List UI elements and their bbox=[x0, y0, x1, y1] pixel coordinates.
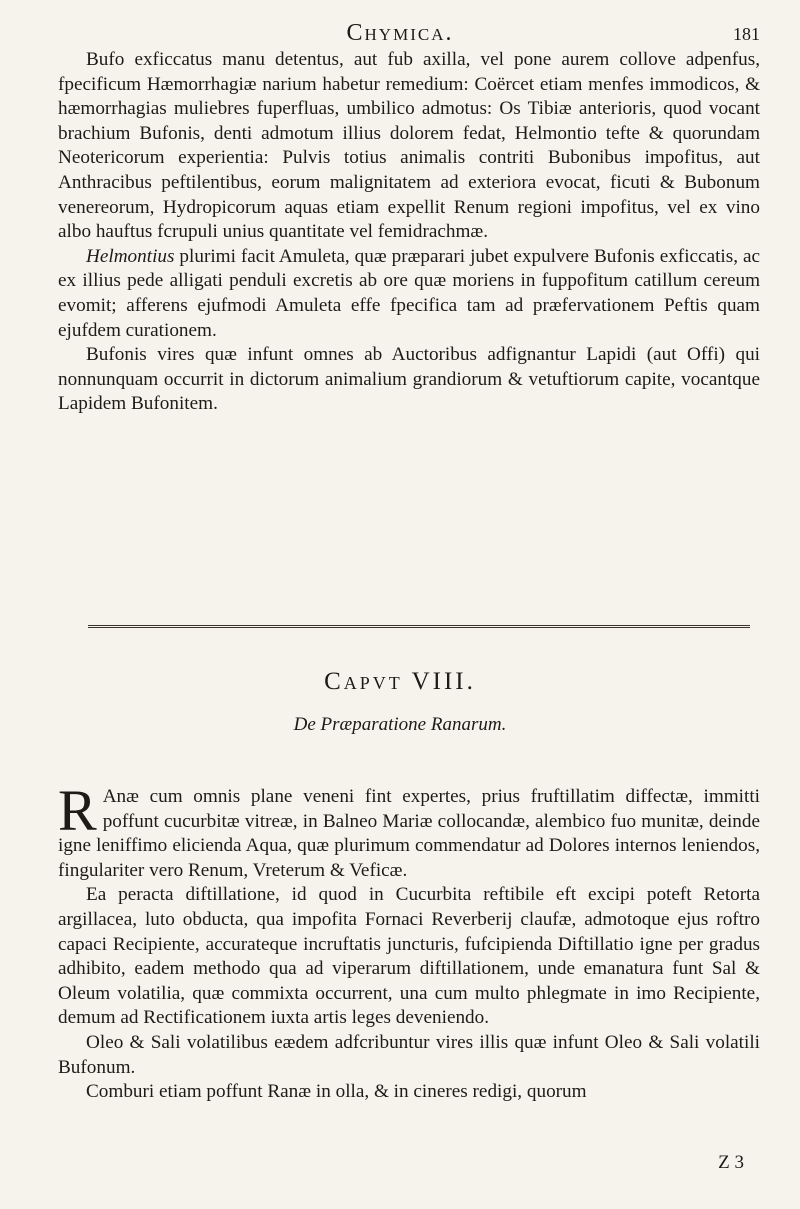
author-name: Helmontius bbox=[86, 245, 175, 267]
section-rule bbox=[88, 625, 750, 628]
page-number: 181 bbox=[733, 24, 760, 44]
running-title: Chymica. bbox=[346, 20, 454, 46]
text-block-ranae bbox=[58, 778, 760, 1105]
paragraph: Bufo exficcatus manu detentus, aut fub axilla, vel pone aurem collove adpenfus, fpecificum Hæmorrhagiæ narium habetur remedium: Coërcet etiam menfes immodicos, & hæmorrhagias muliebres fuperfluas, umbilico admotus: Os Tibiæ anterioris, quod vocant brachium Bufonis, denti admotum illius dolorem fedat, Helmontio tefte & quorundam Neotericorum experientia: Pulvis totius animalis contriti Bubonibus impofitus, aut Anthracibus peftilentibus, eorum malignitatem ad exteriora evocat, ficuti & Bubonum venereorum, Hydropicorum aquas etiam expellit Renum regioni impofitus, vel ex vino albo hauftus fcrupuli unius quantitate vel femidrachmæ. bbox=[58, 49, 760, 243]
chapter-heading: Capvt VIII. bbox=[324, 668, 476, 695]
text-block-bufo bbox=[58, 48, 760, 417]
paragraph bbox=[58, 778, 760, 883]
drop-cap: R bbox=[58, 778, 97, 843]
paragraph: Oleo & Sali volatilibus eædem adfcribuntur vires illis quæ infunt Oleo & Sali volatili Bufonum. bbox=[58, 1031, 760, 1078]
paragraph: Ea peracta diftillatione, id quod in Cucurbita reftibile eft excipi poteft Retorta argillacea, luto obducta, qua impofita Fornaci Reverberij claufæ, admotoque ejus roftro capaci Recipiente, accurateque incruftatis juncturis, fufcipienda Diftillatio igne per gradus adhibito, eadem methodo qua ad viperarum diftillationem, unde emanatura funt Sal & Oleum volatilia, quæ commixta occurrent, una cum multo phlegmate in imo Recipiente, demum ad Rectificationem iuxta artis leges deveniendo. bbox=[58, 884, 760, 1029]
paragraph: Comburi etiam poffunt Ranæ in olla, & in cineres redigi, quorum bbox=[86, 1081, 587, 1103]
catchword: Z 3 bbox=[718, 1152, 744, 1173]
paragraph-text: plurimi facit Amuleta, quæ præparari jubet expulvere Bufonis exficcatis, ac ex illius pede alligati penduli excretis ab ore quæ moriens in fuppofitum catillum cereum evomit; afferens ejufmodi Amuleta effe fpecifica tam ad præfervationem Peftis quam ejufdem curationem. bbox=[58, 245, 760, 341]
running-head bbox=[0, 20, 800, 50]
paragraph bbox=[58, 245, 760, 343]
chapter-subtitle: De Præparatione Ranarum. bbox=[293, 714, 507, 735]
paragraph-text: Anæ cum omnis plane veneni fint expertes, prius fruftillatim diffectæ, immitti poffunt cucurbitæ vitreæ, in Balneo Mariæ collocandæ, alembico fuo munitæ, deinde igne leniffimo elicienda Aqua, quæ plurimum commendatur ad Dolores internos leniendos, fingulariter vero Renum, Vreterum & Veficæ. bbox=[58, 786, 760, 881]
paragraph: Bufonis vires quæ infunt omnes ab Auctoribus adfignantur Lapidi (aut Offi) qui nonnunquam occurrit in dictorum animalium grandiorum & vetuftiorum capite, vocantque Lapidem Bufonitem. bbox=[58, 344, 760, 415]
